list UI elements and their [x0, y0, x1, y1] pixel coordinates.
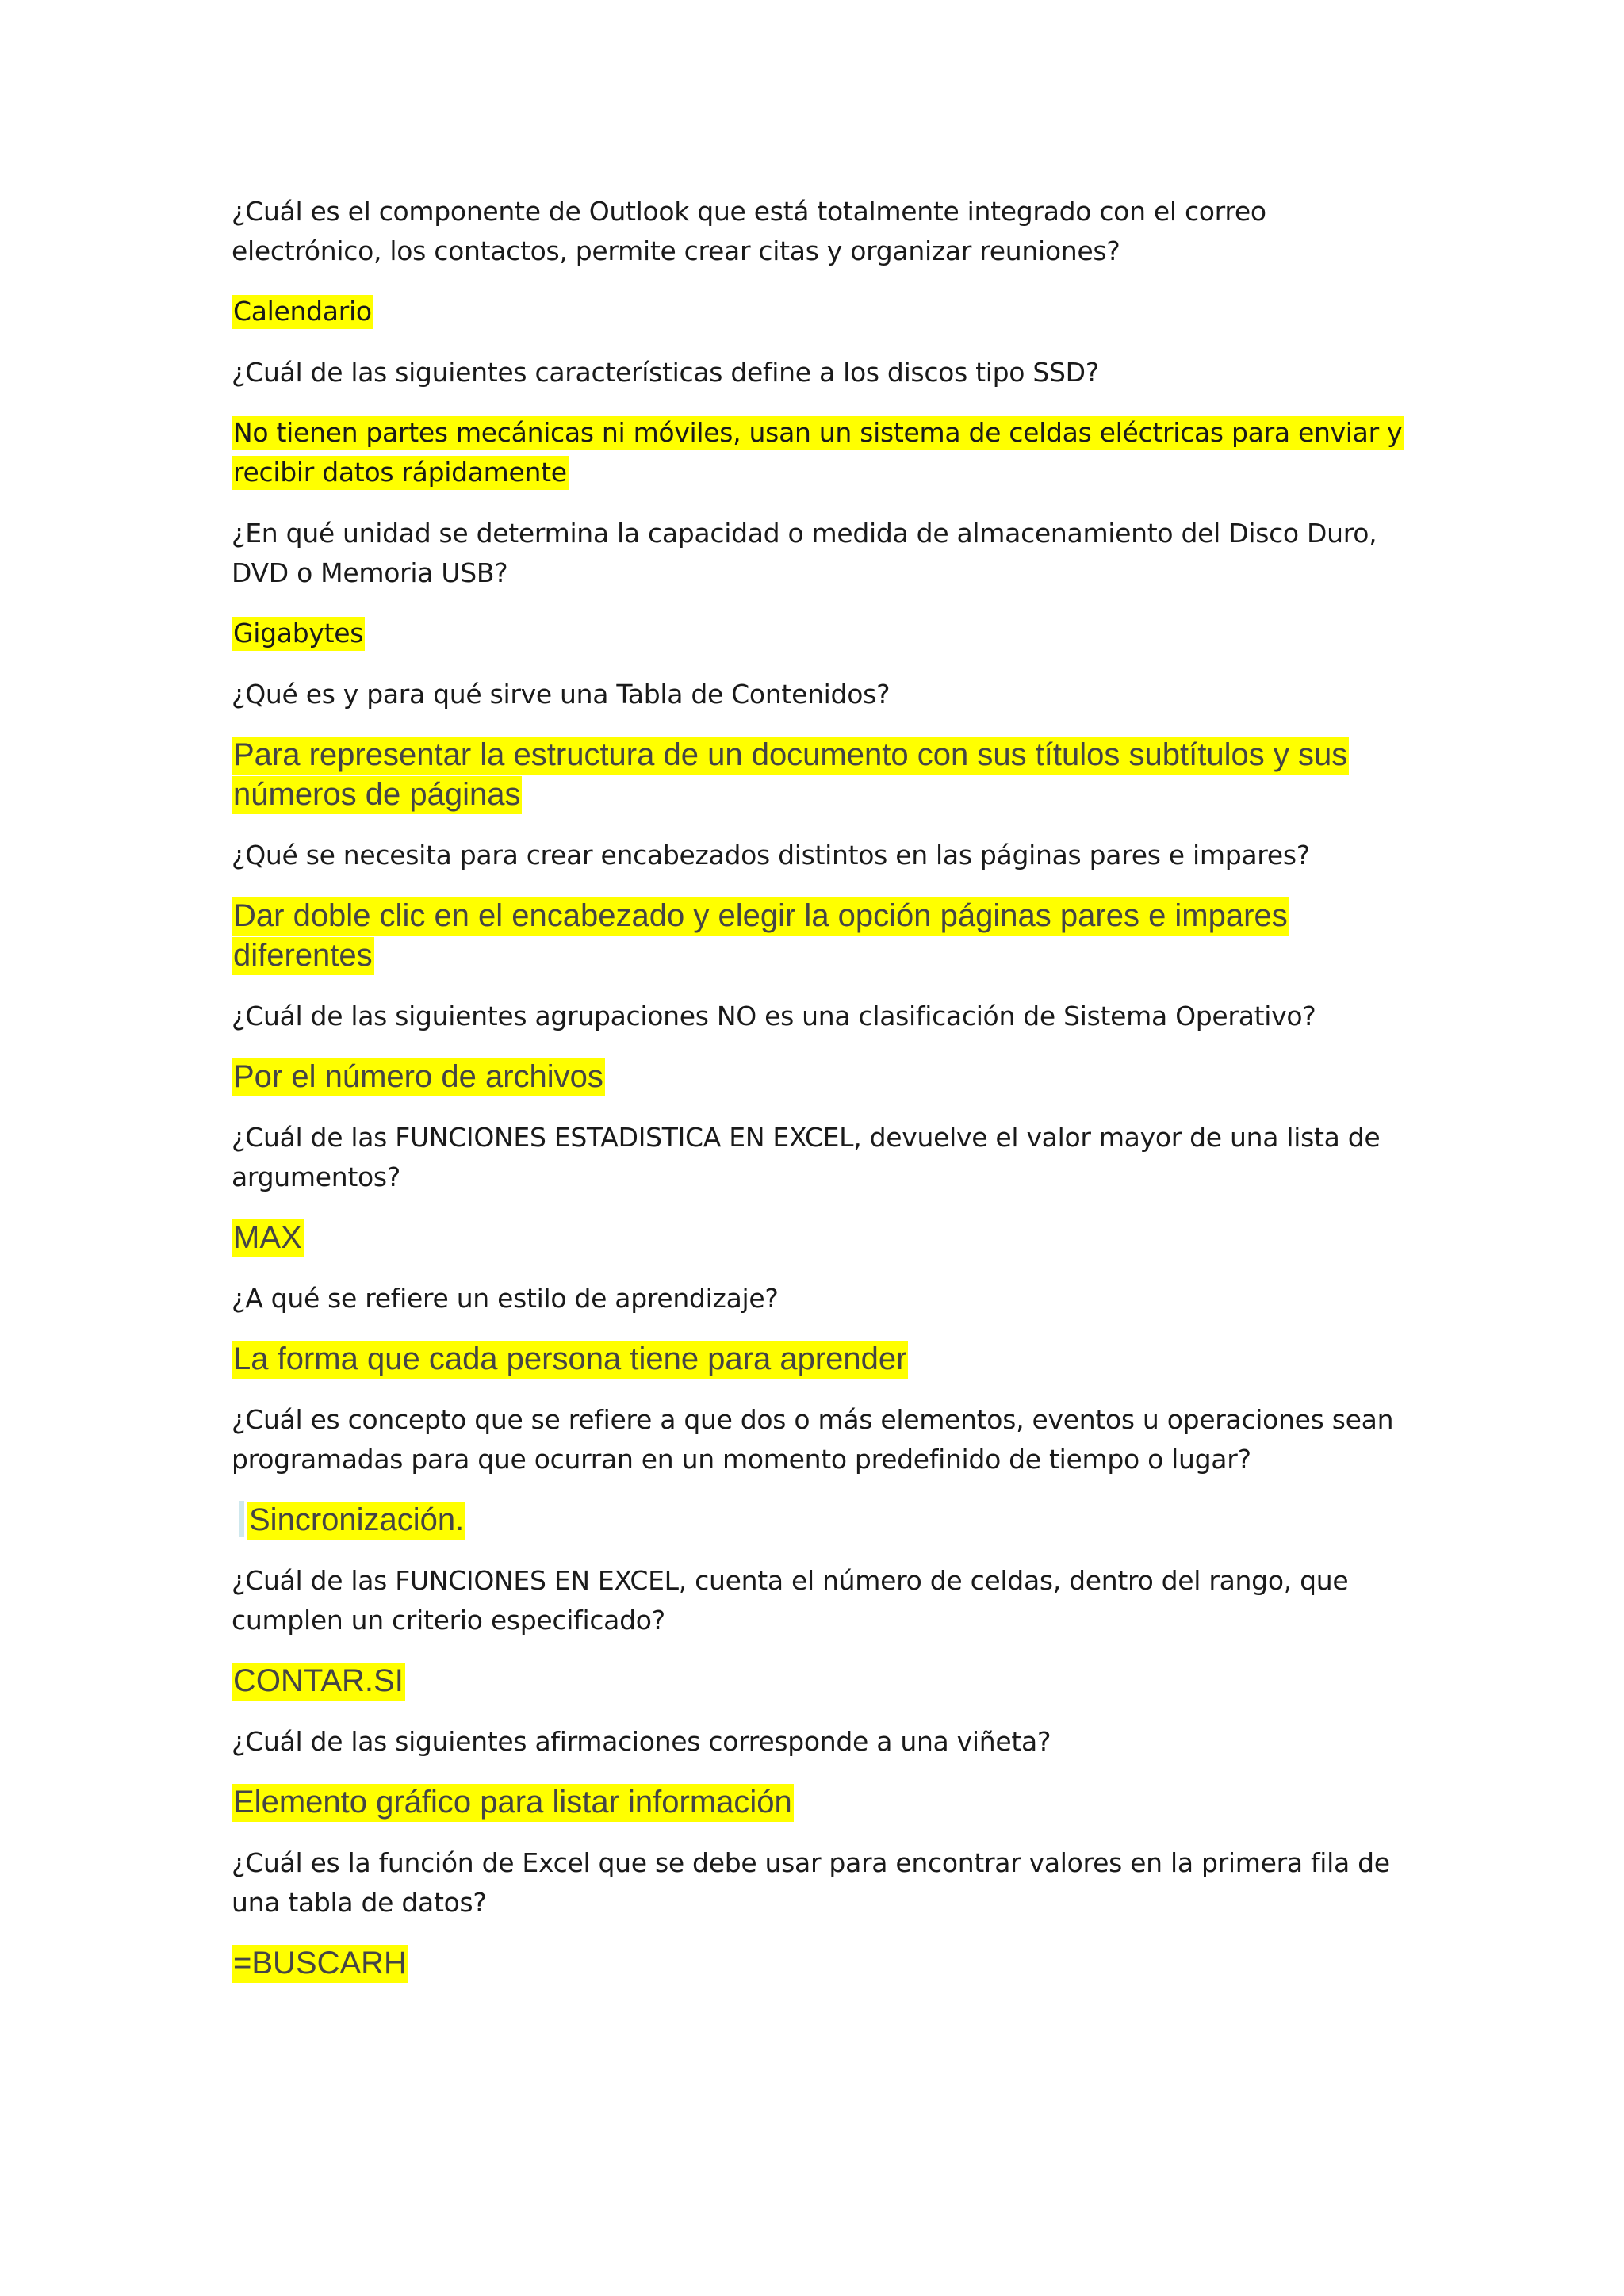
- qa-item-11: [232, 1722, 1405, 1822]
- qa-item-6: [232, 997, 1405, 1096]
- answer-5-highlight: Dar doble clic en el encabezado y elegir la opción páginas pares e impares diferentes: [232, 897, 1289, 975]
- answer-6-highlight: Por el número de archivos: [232, 1058, 605, 1096]
- answer-2-highlight: No tienen partes mecánicas ni móviles, usan un sistema de celdas eléctricas para enviar y recibir datos rápidamente: [232, 416, 1404, 490]
- answer-6: [232, 1057, 1405, 1096]
- qa-item-4: [232, 675, 1405, 814]
- answer-8-highlight: La forma que cada persona tiene para aprender: [232, 1341, 908, 1379]
- answer-11: [232, 1782, 1405, 1822]
- answer-8: [232, 1339, 1405, 1379]
- qa-item-1: [232, 192, 1405, 331]
- question-4: ¿Qué es y para qué sirve una Tabla de Contenidos?: [232, 679, 891, 710]
- answer-7: [232, 1218, 1405, 1257]
- answer-3: [232, 614, 1405, 653]
- answer-12: [232, 1943, 1405, 1983]
- question-6: ¿Cuál de las siguientes agrupaciones NO es una clasificación de Sistema Operativo?: [232, 1001, 1316, 1031]
- question-8: ¿A qué se refiere un estilo de aprendizaje?: [232, 1283, 779, 1314]
- answer-1: [232, 292, 1405, 331]
- qa-item-9: [232, 1400, 1405, 1540]
- question-1: ¿Cuál es el componente de Outlook que está totalmente integrado con el correo electrónico, los contactos, permite crear citas y organizar reuniones?: [232, 196, 1266, 266]
- answer-3-highlight: Gigabytes: [232, 617, 365, 651]
- answer-2: [232, 413, 1405, 492]
- answer-4: [232, 735, 1405, 814]
- qa-item-7: [232, 1118, 1405, 1257]
- answer-11-highlight: Elemento gráfico para listar información: [232, 1784, 794, 1822]
- answer-7-highlight: MAX: [232, 1219, 304, 1257]
- answer-9-wrapper: [232, 1502, 467, 1540]
- answer-12-highlight: =BUSCARH: [232, 1945, 408, 1983]
- question-10: ¿Cuál de las FUNCIONES EN EXCEL, cuenta el número de celdas, dentro del rango, que cumplen un criterio especificado?: [232, 1565, 1349, 1636]
- question-9: ¿Cuál es concepto que se refiere a que dos o más elementos, eventos u operaciones sean programadas para que ocurran en un momento predefinido de tiempo o lugar?: [232, 1404, 1394, 1475]
- question-7: ¿Cuál de las FUNCIONES ESTADISTICA EN EXCEL, devuelve el valor mayor de una lista de argumentos?: [232, 1122, 1381, 1192]
- qa-list: [232, 192, 1405, 2004]
- question-2: ¿Cuál de las siguientes características define a los discos tipo SSD?: [232, 357, 1100, 388]
- question-11: ¿Cuál de las siguientes afirmaciones corresponde a una viñeta?: [232, 1726, 1051, 1757]
- qa-item-5: [232, 836, 1405, 975]
- answer-10: [232, 1661, 1405, 1701]
- answer-4-highlight: Para representar la estructura de un documento con sus títulos subtítulos y sus números de páginas: [232, 737, 1349, 814]
- qa-item-10: [232, 1561, 1405, 1701]
- question-3: ¿En qué unidad se determina la capacidad o medida de almacenamiento del Disco Duro, DVD o Memoria USB?: [232, 518, 1377, 588]
- cursor-bar: [239, 1501, 244, 1537]
- qa-item-2: [232, 353, 1405, 492]
- answer-9-highlight: Sincronización.: [247, 1502, 465, 1540]
- qa-item-12: [232, 1843, 1405, 1983]
- qa-item-8: [232, 1279, 1405, 1379]
- answer-10-highlight: CONTAR.SI: [232, 1663, 405, 1701]
- answer-9: [232, 1500, 1405, 1540]
- answer-1-highlight: Calendario: [232, 295, 373, 329]
- answer-5: [232, 896, 1405, 975]
- qa-item-3: [232, 514, 1405, 653]
- question-12: ¿Cuál es la función de Excel que se debe usar para encontrar valores en la primera fila de una tabla de datos?: [232, 1847, 1390, 1918]
- question-5: ¿Qué se necesita para crear encabezados distintos en las páginas pares e impares?: [232, 840, 1310, 871]
